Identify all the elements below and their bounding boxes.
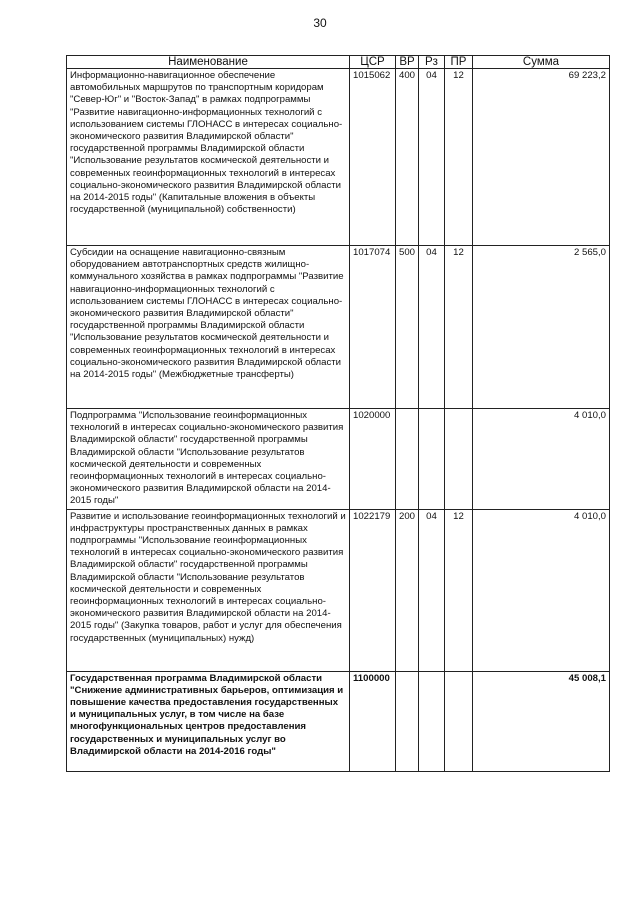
row-pr: 12: [445, 69, 473, 246]
table-row: [67, 671, 610, 771]
header-sum: Сумма: [473, 56, 610, 69]
row-name: Развитие и использование геоинформационных технологий и инфраструктуры пространственных данных в рамках подпрограммы "Использование геоинформационных технологий в интересах социально-экономического развития Владимирской области" государственной программы Владимирской области "Использование результатов космической деятельности и современных геоинформационных технологий в интересах социально-экономического развития Владимирской области на 2014-2015 годы" (Закупка товаров, работ и услуг для обеспечения государственных (муниципальных) нужд): [67, 509, 350, 671]
row-sum: 69 223,2: [473, 69, 610, 246]
table-row: [67, 509, 610, 671]
row-vr: [396, 671, 419, 771]
table-row: [67, 246, 610, 409]
row-rz: 04: [419, 69, 445, 246]
table-row: [67, 69, 610, 246]
row-sum: 4 010,0: [473, 409, 610, 510]
page-number: 30: [313, 16, 327, 30]
row-pr: [445, 671, 473, 771]
row-csr: 1020000: [350, 409, 396, 510]
header-csr: ЦСР: [350, 56, 396, 69]
row-csr: 1017074: [350, 246, 396, 409]
table-row: [67, 409, 610, 510]
row-rz: 04: [419, 246, 445, 409]
header-vr: ВР: [396, 56, 419, 69]
row-csr: 1015062: [350, 69, 396, 246]
row-pr: [445, 409, 473, 510]
row-name: Субсидии на оснащение навигационно-связным оборудованием автотранспортных средств жилищно-коммунального хозяйства в рамках подпрограммы "Развитие навигационно-информационных технологий с использованием системы ГЛОНАСС в интересах социально-экономического развития Владимирской области" государственной программы Владимирской области "Использование результатов космической деятельности и современных геоинформационных технологий в интересах социально-экономического развития Владимирской области на 2014-2015 годы" (Межбюджетные трансферты): [67, 246, 350, 409]
header-pr: ПР: [445, 56, 473, 69]
row-vr: 500: [396, 246, 419, 409]
row-csr: 1022179: [350, 509, 396, 671]
header-rz: Рз: [419, 56, 445, 69]
row-name: Подпрограмма "Использование геоинформационных технологий в интересах социально-экономического развития Владимирской области" государственной программы Владимирской области "Использование результатов космической деятельности и современных геоинформационных технологий в интересах социально-экономического развития Владимирской области на 2014-2015 годы": [67, 409, 350, 510]
row-pr: 12: [445, 246, 473, 409]
row-rz: [419, 671, 445, 771]
row-sum: 2 565,0: [473, 246, 610, 409]
row-vr: [396, 409, 419, 510]
row-sum: 4 010,0: [473, 509, 610, 671]
row-vr: 400: [396, 69, 419, 246]
row-vr: 200: [396, 509, 419, 671]
row-csr: 1100000: [350, 671, 396, 771]
row-rz: 04: [419, 509, 445, 671]
header-name: Наименование: [67, 56, 350, 69]
row-pr: 12: [445, 509, 473, 671]
table-header-row: [67, 56, 610, 69]
row-rz: [419, 409, 445, 510]
row-name: Информационно-навигационное обеспечение автомобильных маршрутов по транспортным коридорам "Север-Юг" и "Восток-Запад" в рамках подпрограммы "Развитие навигационно-информационных технологий с использованием системы ГЛОНАСС в интересах социально-экономического развития Владимирской области" государственной программы Владимирской области "Использование результатов космической деятельности и современных геоинформационных технологий в интересах социально-экономического развития Владимирской области на 2014-2015 годы" (Капитальные вложения в объекты государственной (муниципальной) собственности): [67, 69, 350, 246]
row-name: Государственная программа Владимирской области "Снижение административных барьеров, оптимизация и повышение качества предоставления государственных и муниципальных услуг, в том числе на базе многофункциональных центров предоставления государственных и муниципальных услуг во Владимирской области на 2014-2016 годы": [67, 671, 350, 771]
budget-table: [66, 55, 610, 772]
row-sum: 45 008,1: [473, 671, 610, 771]
